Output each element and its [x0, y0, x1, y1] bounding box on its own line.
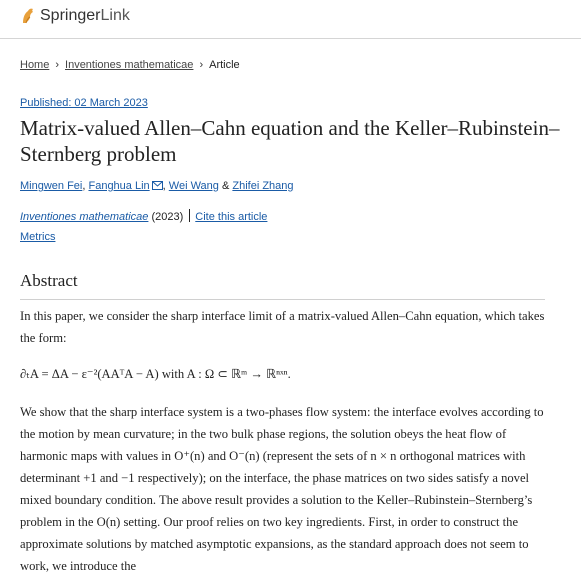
brand-name	[40, 7, 130, 25]
breadcrumb	[20, 59, 240, 71]
author-list	[20, 180, 294, 192]
chevron-right-icon: ›	[199, 59, 204, 71]
mail-icon[interactable]	[152, 181, 163, 190]
metrics-link[interactable]: Metrics	[20, 231, 56, 243]
abstract-formula: ∂ₜA = ΔA − ε⁻²(AAᵀA − A) with A : Ω ⊂ ℝᵐ → ℝⁿˣⁿ.	[20, 367, 291, 381]
abstract-paragraph: In this paper, we consider the sharp interface limit of a matrix-valued Allen–Cahn equation, which takes the form:	[20, 309, 545, 345]
author-separator: ,	[162, 180, 169, 192]
springer-link-logo[interactable]	[20, 7, 130, 25]
publication-year: (2023)	[151, 211, 184, 223]
breadcrumb-home[interactable]: Home	[20, 59, 50, 71]
abstract-heading: Abstract	[20, 271, 545, 300]
cite-article-link[interactable]: Cite this article	[195, 211, 268, 223]
abstract-paragraph: We show that the sharp interface system is a two-phases flow system: the interface evolves according to the motion by mean curvature; in the two bulk phase regions, the solution obeys the heat flow of harmonic maps with values in O⁺(n) and O⁻(n) (represent the sets of n × n orthogonal matrices with determinant +1 and −1 respectively); on the interface, the phase matrices on two sides satisfy a novel mixed boundary condition. The above result provides a solution to the Keller–Rubinstein–Sternberg’s problem in the O(n) setting. Our proof relies on two key ingredients. First, in order to construct the approximate solutions by matched asymptotic expansions, as the standard approach does not seem to work, we introduce the	[20, 405, 544, 573]
article-title: Matrix-valued Allen–Cahn equation and the Keller–Rubinstein–Sternberg problem	[20, 116, 560, 166]
site-header	[0, 0, 581, 39]
springer-horse-icon	[20, 7, 36, 25]
author-separator: ,	[82, 180, 89, 192]
published-date[interactable]: Published: 02 March 2023	[20, 97, 148, 109]
journal-link[interactable]: Inventiones mathematicae	[20, 211, 149, 223]
journal-info	[20, 209, 267, 223]
author-link[interactable]: Wei Wang	[168, 180, 219, 192]
brand-springer: Springer	[40, 7, 101, 24]
author-link[interactable]: Mingwen Fei	[20, 180, 83, 192]
brand-link: Link	[100, 7, 130, 24]
breadcrumb-journal[interactable]: Inventiones mathematicae	[65, 59, 194, 71]
divider	[189, 209, 190, 222]
chevron-right-icon: ›	[55, 59, 60, 71]
breadcrumb-current: Article	[209, 59, 240, 71]
author-link[interactable]: Fanghua Lin	[88, 180, 150, 192]
author-separator: &	[218, 180, 233, 192]
author-link[interactable]: Zhifei Zhang	[232, 180, 294, 192]
